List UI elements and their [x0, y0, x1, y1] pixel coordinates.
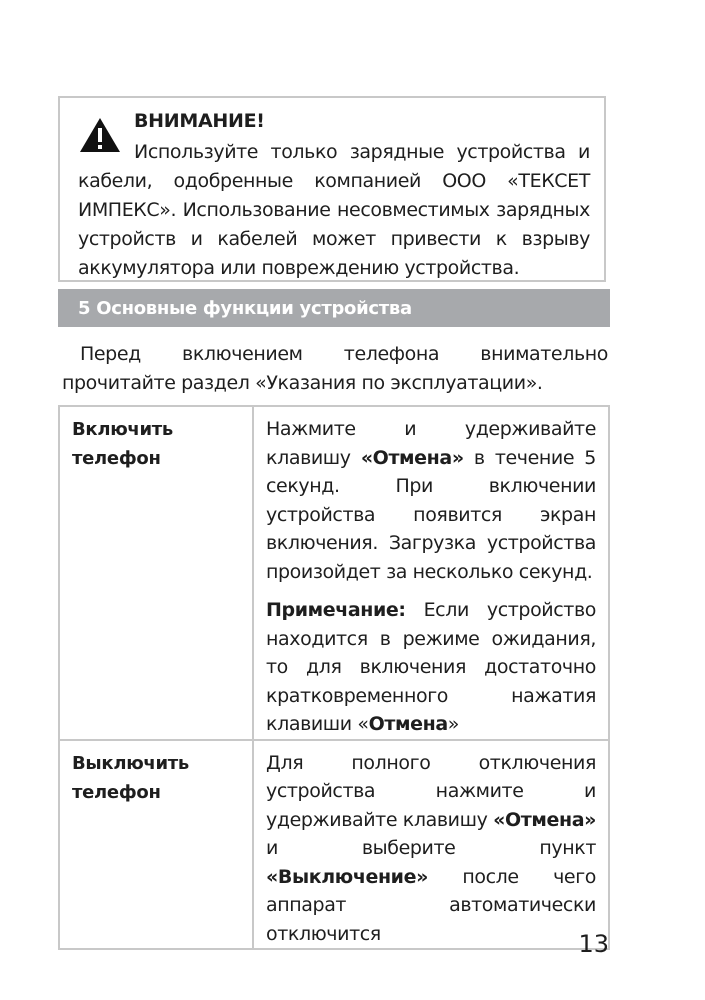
note-paragraph: Примечание: Если устройство находится в режиме ожидания, то для включения достаточно кратковременного нажатия клавиши «Отмена» [266, 599, 596, 735]
functions-table [58, 405, 610, 950]
note-label: Примечание: [266, 599, 406, 621]
warning-box [58, 96, 606, 282]
description-paragraph: Для полного отключения устройства нажмите и удерживайте клавишу «Отмена» и выберите пункт «Выключение» после чего аппарат автоматически отключится [266, 751, 596, 945]
key-label: Отмена [368, 713, 448, 735]
intro-paragraph: Перед включением телефона внимательно прочитайте раздел «Указания по эксплуатации». [62, 343, 608, 394]
function-name: Включить телефон [59, 406, 253, 740]
key-label: «Отмена» [493, 808, 596, 831]
key-label: «Выключение» [266, 865, 428, 888]
function-description [253, 740, 609, 950]
section-title: 5 Основные функции устройства [58, 289, 610, 327]
warning-text: Используйте только зарядные устройства и кабели, одобренные компанией ООО «ТЕКСЕТ ИМПЕКС». Использование несовместимых зарядных устройств и кабелей может привести к взрыву аккумулятора или повреждению устройства. [78, 141, 590, 279]
description-paragraph: Нажмите и удерживайте клавишу «Отмена» в течение 5 секунд. При включении устройства появится экран включения. Загрузка устройства произойдет за несколько секунд. [266, 418, 596, 583]
function-name: Выключить телефон [59, 740, 253, 950]
table-row [59, 740, 609, 950]
function-description [253, 406, 609, 740]
warning-title: ВНИМАНИЕ! [134, 110, 265, 132]
table-row [59, 406, 609, 740]
page-number: 13 [578, 930, 609, 958]
key-label: «Отмена» [360, 446, 464, 469]
